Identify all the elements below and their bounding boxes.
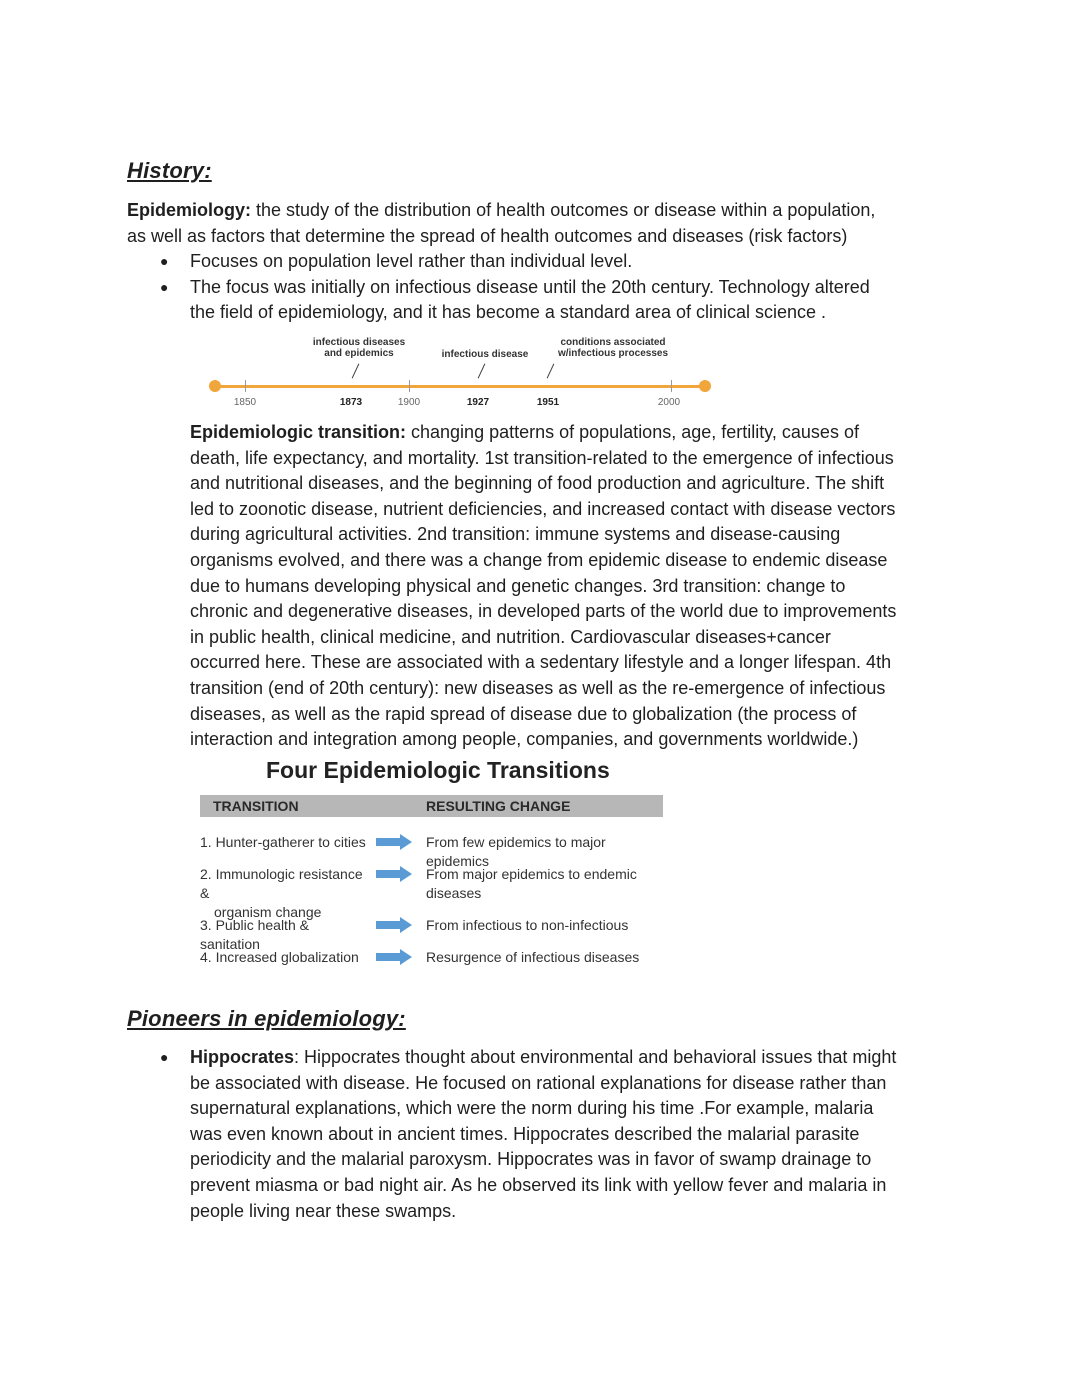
transition-line: and nutritional diseases, and the beginning of food production and agriculture. The shift xyxy=(190,473,885,494)
history-heading: History: xyxy=(127,158,212,183)
timeline-year: 1850 xyxy=(233,397,257,408)
timeline-year: 1873 xyxy=(339,397,363,408)
transition-line: due to humans developing physical and genetic changes. 3rd transition: change to xyxy=(190,575,846,596)
history-timeline xyxy=(205,335,715,415)
row-result: From major epidemics to endemic diseases xyxy=(426,866,637,901)
row-transition: 2. Immunologic resistance & organism change xyxy=(200,866,363,920)
bullet-item xyxy=(160,275,970,301)
right-arrow-icon xyxy=(376,866,412,882)
pioneer-line: : Hippocrates thought about environmental and behavioral issues that might xyxy=(294,1047,897,1067)
hippocrates-paragraph xyxy=(160,1045,970,1224)
row-transition: 4. Increased globalization xyxy=(200,949,359,965)
pioneers-heading: Pioneers in epidemiology: xyxy=(127,1006,406,1031)
header-transition: TRANSITION xyxy=(213,798,299,814)
row-transition: 1. Hunter-gatherer to cities xyxy=(200,834,366,850)
transition-line: led to zoonotic disease, nutrient deficiencies, and increased contact with disease vectors xyxy=(190,498,896,519)
timeline-tick xyxy=(409,380,410,392)
timeline-year: 1927 xyxy=(466,397,490,408)
pioneer-line: prevent miasma or bad night air. As he observed its link with yellow fever and malaria in xyxy=(190,1174,887,1195)
timeline-label-1927: infectious disease xyxy=(441,349,529,360)
row-transition: 3. Public health & sanitation xyxy=(200,917,309,952)
timeline-label-1873: infectious diseases and epidemics xyxy=(312,337,406,359)
transition-term: Epidemiologic transition: xyxy=(190,422,407,442)
timeline-label-1951: conditions associated w/infectious processes xyxy=(557,337,669,359)
pioneer-line: be associated with disease. He focused on rational explanations for disease rather than xyxy=(190,1072,887,1093)
pioneer-line: people living near these swamps. xyxy=(190,1200,457,1221)
bullet-dot-icon: ● xyxy=(160,1049,169,1065)
transition-line: during agricultural activities. 2nd transition: immune systems and disease-causing xyxy=(190,524,841,545)
row-result: From infectious to non-infectious xyxy=(426,917,629,933)
timeline-year: 2000 xyxy=(657,397,681,408)
timeline-tick xyxy=(671,380,672,392)
row-result: From few epidemics to major epidemics xyxy=(426,834,606,869)
bullet-dot-icon: ● xyxy=(160,278,169,295)
pioneer-line: supernatural explanations, which were the norm during his time .For example, malaria xyxy=(190,1098,874,1119)
transition-line: diseases, as well as the rapid spread of disease due to globalization (the process of xyxy=(190,703,857,724)
transition-line: death, life expectancy, and mortality. 1st transition-related to the emergence of infectious xyxy=(190,447,894,468)
hippocrates-term: Hippocrates xyxy=(190,1047,295,1067)
definition-text-line2: as well as factors that determine the spread of health outcomes and diseases (risk factors) xyxy=(127,225,848,246)
right-arrow-icon xyxy=(376,949,412,965)
bullet-text: the field of epidemiology, and it has become a standard area of clinical science . xyxy=(190,302,827,323)
transition-line: occurred here. These are associated with a sedentary lifestyle and a longer lifespan. 4th xyxy=(190,652,892,673)
transition-line: in public health, clinical medicine, and nutrition. Cardiovascular diseases+cancer xyxy=(190,626,831,647)
transition-line: changing patterns of populations, age, fertility, causes of xyxy=(406,422,859,442)
transition-line: chronic and degenerative diseases, in developed parts of the world due to improvements xyxy=(190,601,897,622)
bullet-text: The focus was initially on infectious disease until the 20th century. Technology altered xyxy=(190,276,870,297)
right-arrow-icon xyxy=(376,834,412,850)
definition-term: Epidemiology: xyxy=(127,200,252,220)
bullet-item xyxy=(160,249,970,275)
pioneer-line: periodicity and the malarial paroxysm. Hippocrates was in favor of swamp drainage to xyxy=(190,1149,872,1170)
header-resulting-change: RESULTING CHANGE xyxy=(426,798,571,814)
bullet-dot-icon: ● xyxy=(160,253,169,269)
pioneer-line: was even known about in ancient times. Hippocrates described the malarial parasite xyxy=(190,1123,860,1144)
figure-title: Four Epidemiologic Transitions xyxy=(266,757,610,783)
timeline-tick xyxy=(245,380,246,392)
transition-line: interaction and integration among people, companies, and governments worldwide.) xyxy=(190,729,859,750)
transition-line: transition (end of 20th century): new diseases as well as the re-emergence of infectious xyxy=(190,677,886,698)
definition-text-line1: the study of the distribution of health outcomes or disease within a population, xyxy=(251,200,876,220)
timeline-end-dot xyxy=(699,380,711,392)
timeline-pointer xyxy=(478,364,486,379)
epidemiology-definition xyxy=(127,198,957,249)
bullet-text: Focuses on population level rather than individual level. xyxy=(190,251,633,271)
timeline-start-dot xyxy=(209,380,221,392)
timeline-pointer xyxy=(352,364,360,379)
bullet-continuation xyxy=(190,300,970,326)
figure-header xyxy=(200,795,663,817)
transition-paragraph xyxy=(190,420,970,753)
timeline-axis xyxy=(215,385,705,388)
transition-line: organisms evolved, and there was a change from epidemic disease to endemic disease xyxy=(190,549,888,570)
row-result: Resurgence of infectious diseases xyxy=(426,949,640,965)
timeline-year: 1900 xyxy=(397,397,421,408)
history-bullets xyxy=(160,249,970,326)
right-arrow-icon xyxy=(376,917,412,933)
timeline-year: 1951 xyxy=(536,397,560,408)
timeline-pointer xyxy=(547,364,555,379)
